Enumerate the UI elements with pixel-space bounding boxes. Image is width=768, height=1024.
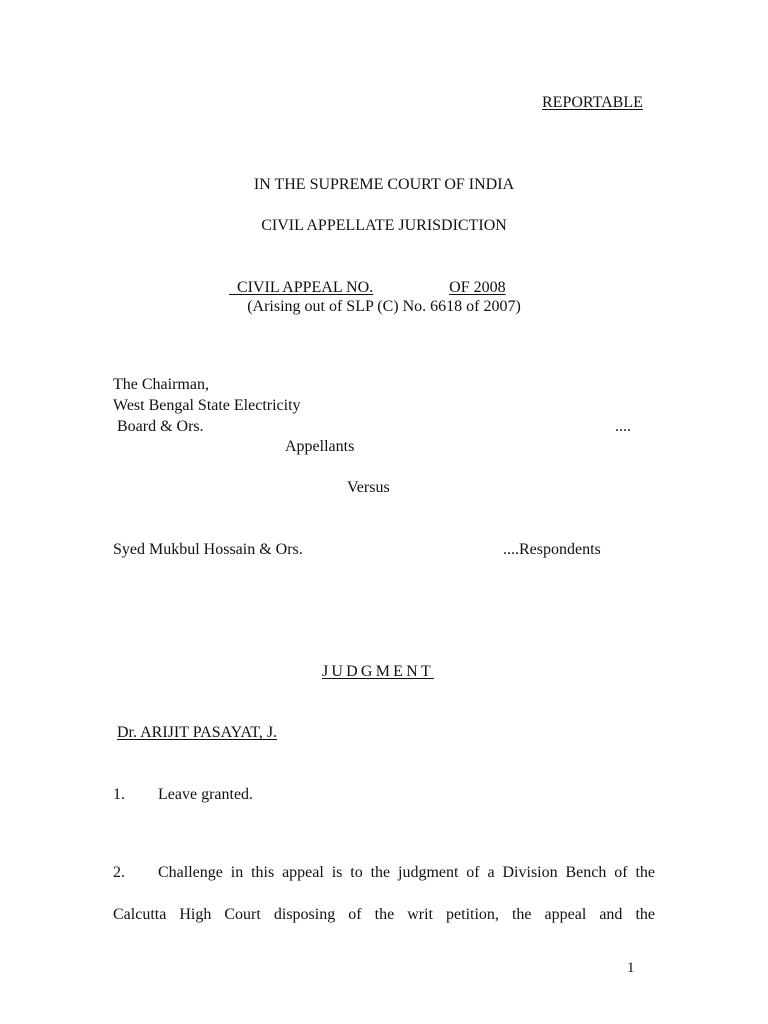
page-number: 1 <box>627 960 635 976</box>
respondent-name: Syed Mukbul Hossain & Ors. <box>113 541 303 558</box>
judgment-heading: JUDGMENT <box>322 663 434 680</box>
civil-appeal-line <box>229 258 539 298</box>
paragraph-2-number: 2. <box>113 864 125 881</box>
arising-out-of: (Arising out of SLP (C) No. 6618 of 2007) <box>247 298 521 315</box>
appellants-role: Appellants <box>285 438 355 455</box>
appellant-line-2: West Bengal State Electricity <box>113 397 301 414</box>
court-name: IN THE SUPREME COURT OF INDIA <box>253 176 515 193</box>
reportable-label: REPORTABLE <box>542 94 643 111</box>
civil-appeal-year: OF 2008 <box>449 279 506 296</box>
paragraph-2-line-1: Challenge in this appeal is to the judgment of a Division Bench of the <box>158 864 655 881</box>
paragraph-2-line-2: Calcutta High Court disposing of the writ petition, the appeal and the <box>113 906 655 923</box>
appellant-dots: .... <box>615 418 631 435</box>
respondents-role: ....Respondents <box>503 541 601 558</box>
paragraph-1-number: 1. <box>113 786 125 803</box>
paragraph-1-text: Leave granted. <box>158 786 254 803</box>
appellant-line-1: The Chairman, <box>113 376 209 393</box>
versus-label: Versus <box>347 479 390 496</box>
civil-appeal-label: CIVIL APPEAL NO. <box>237 279 374 296</box>
appellant-line-3: Board & Ors. <box>117 418 204 435</box>
jurisdiction: CIVIL APPELLATE JURISDICTION <box>261 217 507 234</box>
judge-name: Dr. ARIJIT PASAYAT, J. <box>117 724 278 741</box>
